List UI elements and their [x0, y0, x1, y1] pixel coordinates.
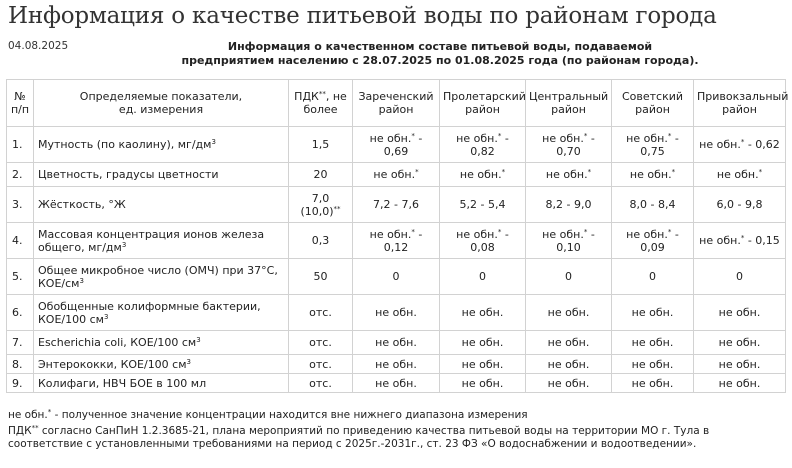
table-row [7, 187, 786, 223]
district-value-4 [612, 374, 694, 393]
value-text: не обн. [369, 227, 412, 241]
value-text: 6,0 - 9,8 [716, 198, 763, 211]
value-text: не обн. [375, 357, 417, 371]
district-value-2 [440, 187, 526, 223]
table-header-row [7, 80, 786, 127]
indicator-name [34, 331, 289, 355]
col-header-indicator-line2: ед. измерения [118, 103, 204, 116]
value-text: не обн. [718, 376, 761, 390]
row-number: 4. [7, 223, 34, 259]
value-text: 8,0 - 8,4 [629, 198, 676, 211]
district-value-4 [612, 127, 694, 163]
row-number: 9. [7, 374, 34, 393]
value-sup: * [497, 131, 502, 140]
value-sup: * [740, 234, 745, 242]
pdk-value [289, 187, 353, 223]
indicator-unit-sup: 3 [79, 276, 84, 285]
district-value-2 [440, 331, 526, 355]
col-header-pdk-sup: ** [318, 90, 326, 98]
footnote-1-term: не обн. [8, 409, 48, 421]
district-value-1 [353, 374, 440, 393]
value-range: - 0,70 [556, 131, 595, 158]
indicator-unit-sup: 3 [196, 336, 201, 344]
indicator-name-text: Энтерококки, КОЕ/100 см [38, 357, 187, 371]
value-text: 0 [565, 270, 572, 283]
col-header-indicator-line1: Определяемые показатели, [79, 90, 243, 103]
district-value-3 [526, 295, 612, 331]
value-sup: * [740, 138, 745, 146]
indicator-name-text: Мутность (по каолину), мг/дм [38, 138, 212, 151]
value-text: не обн. [718, 357, 761, 371]
indicator-unit-sup: 3 [103, 312, 109, 321]
page-title: Информация о качестве питьевой воды по районам города [8, 3, 717, 29]
row-number: 6. [7, 295, 34, 331]
value-text: не обн. [369, 131, 412, 145]
district-value-2 [440, 163, 526, 187]
value-sup: * [583, 227, 588, 236]
table-row [7, 259, 786, 295]
district-value-5 [694, 223, 786, 259]
value-text: не обн. [456, 227, 498, 241]
indicator-name [34, 187, 289, 223]
pdk-value-text: 7,0 [311, 191, 330, 205]
district-value-5 [694, 331, 786, 355]
col-header-privokzalny: Привокзальный район [694, 80, 786, 127]
value-sup: * [758, 168, 763, 176]
value-sup: * [667, 131, 672, 140]
pdk-alt-sup: ** [333, 204, 341, 213]
district-value-5 [694, 127, 786, 163]
row-number: 7. [7, 331, 34, 355]
pdk-value [289, 259, 353, 295]
table-caption-line2: предприятием населению с 28.07.2025 по 01.08.2025 года (по районам города). [181, 54, 699, 67]
value-text: не обн. [699, 138, 741, 151]
district-value-3 [526, 355, 612, 374]
value-text: не обн. [542, 227, 584, 241]
value-sup: * [411, 227, 415, 236]
district-value-5 [694, 295, 786, 331]
value-text: не обн. [718, 336, 761, 349]
value-sup: * [587, 168, 592, 176]
row-number: 1. [7, 127, 34, 163]
value-text: не обн. [459, 168, 502, 181]
district-value-1 [353, 127, 440, 163]
table-caption [150, 40, 730, 68]
col-header-pdk [289, 80, 353, 127]
indicator-name [34, 295, 289, 331]
district-value-2 [440, 223, 526, 259]
value-sup: * [583, 131, 588, 140]
row-number: 2. [7, 163, 34, 187]
row-number: 5. [7, 259, 34, 295]
pdk-value-text: 0,3 [311, 234, 330, 247]
indicator-unit-sup: 3 [186, 357, 191, 366]
district-value-4 [612, 163, 694, 187]
footnotes [8, 409, 783, 454]
indicator-name [34, 259, 289, 295]
value-text: не обн. [631, 357, 674, 371]
value-text: не обн. [461, 357, 504, 371]
pdk-value-text: 1,5 [311, 138, 330, 151]
table-row [7, 331, 786, 355]
value-range: - 0,75 [640, 131, 679, 158]
pdk-value [289, 295, 353, 331]
pdk-value-text: отс. [309, 357, 332, 371]
indicator-name-text: Общее микробное число (ОМЧ) при 37°С, КОЕ/см [38, 263, 278, 290]
col-header-indicator [34, 80, 289, 127]
indicator-name [34, 127, 289, 163]
district-value-3 [526, 187, 612, 223]
pdk-value [289, 127, 353, 163]
value-text: не обн. [461, 306, 504, 319]
value-text: не обн. [631, 336, 674, 349]
value-text: не обн. [699, 234, 741, 247]
district-value-5 [694, 187, 786, 223]
district-value-1 [353, 295, 440, 331]
pdk-value [289, 331, 353, 355]
value-text: не обн. [547, 306, 590, 319]
value-sup: * [667, 227, 672, 236]
district-value-3 [526, 223, 612, 259]
value-text: не обн. [461, 336, 504, 349]
value-text: не обн. [456, 131, 498, 145]
district-value-2 [440, 259, 526, 295]
district-value-2 [440, 355, 526, 374]
indicator-name-text: Обобщенные колиформные бактерии, КОЕ/100 см [38, 299, 261, 326]
value-text: не обн. [716, 168, 759, 181]
district-value-4 [612, 259, 694, 295]
row-number: 8. [7, 355, 34, 374]
pdk-value [289, 163, 353, 187]
pdk-value-text: 50 [313, 270, 328, 283]
value-range: - 0,69 [383, 131, 423, 158]
pdk-value-text: 20 [313, 168, 328, 181]
footnote-2-mark: ** [31, 424, 39, 432]
table-caption-line1: Информация о качественном составе питьевой воды, подаваемой [227, 40, 653, 53]
value-text: не обн. [626, 131, 668, 145]
footnote-2-term: ПДК [8, 425, 32, 437]
district-value-5 [694, 374, 786, 393]
pdk-value [289, 355, 353, 374]
indicator-name-text: Escherichia coli, КОЕ/100 см [38, 336, 197, 349]
value-text: не обн. [461, 376, 504, 390]
table-row [7, 127, 786, 163]
value-range: - 0,09 [640, 227, 679, 254]
indicator-name-text: Цветность, градусы цветности [38, 168, 219, 181]
footnote-2-text: согласно СанПиН 1.2.3685-21, плана мероприятий по приведению качества питьевой воды на территории МО г. Тула в соответствие с установленными требованиями на период с 2025г.-2031г., ст. 23 ФЗ «О водоснабжении и водоотведении». [8, 425, 710, 450]
col-header-sovetsky: Советский район [612, 80, 694, 127]
value-text: не обн. [375, 376, 417, 390]
indicator-unit-sup: 3 [121, 240, 127, 249]
value-sup: * [671, 168, 676, 176]
indicator-name [34, 374, 289, 393]
table-row [7, 374, 786, 393]
district-value-3 [526, 374, 612, 393]
col-header-pdk-tail: , не более [303, 90, 347, 116]
value-text: не обн. [545, 168, 588, 181]
district-value-4 [612, 295, 694, 331]
district-value-4 [612, 223, 694, 259]
district-value-3 [526, 331, 612, 355]
value-range: - 0,62 [744, 138, 780, 151]
value-sup: * [411, 131, 415, 140]
row-number: 3. [7, 187, 34, 223]
district-value-1 [353, 331, 440, 355]
value-text: 8,2 - 9,0 [545, 198, 592, 211]
district-value-3 [526, 259, 612, 295]
value-text: не обн. [542, 131, 584, 145]
district-value-1 [353, 163, 440, 187]
value-text: не обн. [718, 306, 761, 319]
indicator-name [34, 163, 289, 187]
value-sup: * [415, 168, 419, 176]
value-range: - 0,15 [744, 234, 780, 247]
pdk-alt-value: (10,0) [300, 204, 334, 218]
value-range: - 0,12 [383, 227, 423, 254]
value-range: - 0,08 [470, 227, 509, 254]
district-value-5 [694, 163, 786, 187]
district-value-3 [526, 127, 612, 163]
indicator-name [34, 355, 289, 374]
table-row [7, 223, 786, 259]
col-header-pdk-text: ПДК [294, 90, 319, 103]
indicator-name [34, 223, 289, 259]
water-quality-table [6, 79, 789, 393]
publish-date: 04.08.2025 [8, 40, 69, 52]
value-text: не обн. [547, 357, 590, 371]
value-text: 0 [479, 270, 486, 283]
district-value-4 [612, 331, 694, 355]
value-sup: * [497, 227, 502, 236]
value-text: не обн. [375, 336, 417, 349]
pdk-value-text: отс. [309, 336, 332, 349]
value-range: - 0,10 [556, 227, 595, 254]
col-header-centralny: Центральный район [526, 80, 612, 127]
district-value-1 [353, 355, 440, 374]
footnote-pdk [8, 425, 783, 451]
col-header-proletarsky: Пролетарский район [440, 80, 526, 127]
table-row [7, 163, 786, 187]
district-value-4 [612, 187, 694, 223]
footnote-not-detected [8, 409, 783, 422]
table-row [7, 295, 786, 331]
value-text: 7,2 - 7,6 [373, 198, 419, 211]
value-text: не обн. [547, 336, 590, 349]
district-value-1 [353, 223, 440, 259]
col-header-zarechensky: Зареченский район [353, 80, 440, 127]
value-text: 0 [649, 270, 656, 283]
district-value-1 [353, 259, 440, 295]
value-sup: * [501, 168, 506, 176]
district-value-3 [526, 163, 612, 187]
value-text: не обн. [631, 306, 674, 319]
value-text: не обн. [626, 227, 668, 241]
district-value-2 [440, 374, 526, 393]
district-value-5 [694, 355, 786, 374]
footnote-1-mark: * [47, 408, 52, 416]
table-row [7, 355, 786, 374]
indicator-name-text: Жёсткость, °Ж [38, 198, 126, 211]
pdk-value [289, 223, 353, 259]
district-value-2 [440, 295, 526, 331]
value-text: не обн. [375, 306, 417, 319]
pdk-value-text: отс. [309, 306, 332, 319]
indicator-unit-sup: 3 [211, 138, 216, 146]
pdk-value [289, 374, 353, 393]
indicator-name-text: Массовая концентрация ионов железа общего, мг/дм [38, 227, 265, 254]
value-text: 0 [392, 270, 400, 283]
footnote-1-text: - полученное значение концентрации находится вне нижнего диапазона измерения [51, 409, 528, 421]
value-text: не обн. [547, 376, 590, 390]
district-value-5 [694, 259, 786, 295]
indicator-name-text: Колифаги, НВЧ БОЕ в 100 мл [38, 376, 207, 390]
pdk-value-text: отс. [309, 376, 332, 390]
value-range: - 0,82 [470, 131, 509, 158]
district-value-1 [353, 187, 440, 223]
district-value-4 [612, 355, 694, 374]
value-text: 0 [736, 270, 743, 283]
district-value-2 [440, 127, 526, 163]
value-text: не обн. [629, 168, 672, 181]
value-text: не обн. [373, 168, 416, 181]
value-text: 5,2 - 5,4 [459, 198, 506, 211]
col-header-num: № п/п [7, 80, 34, 127]
value-text: не обн. [631, 376, 674, 390]
